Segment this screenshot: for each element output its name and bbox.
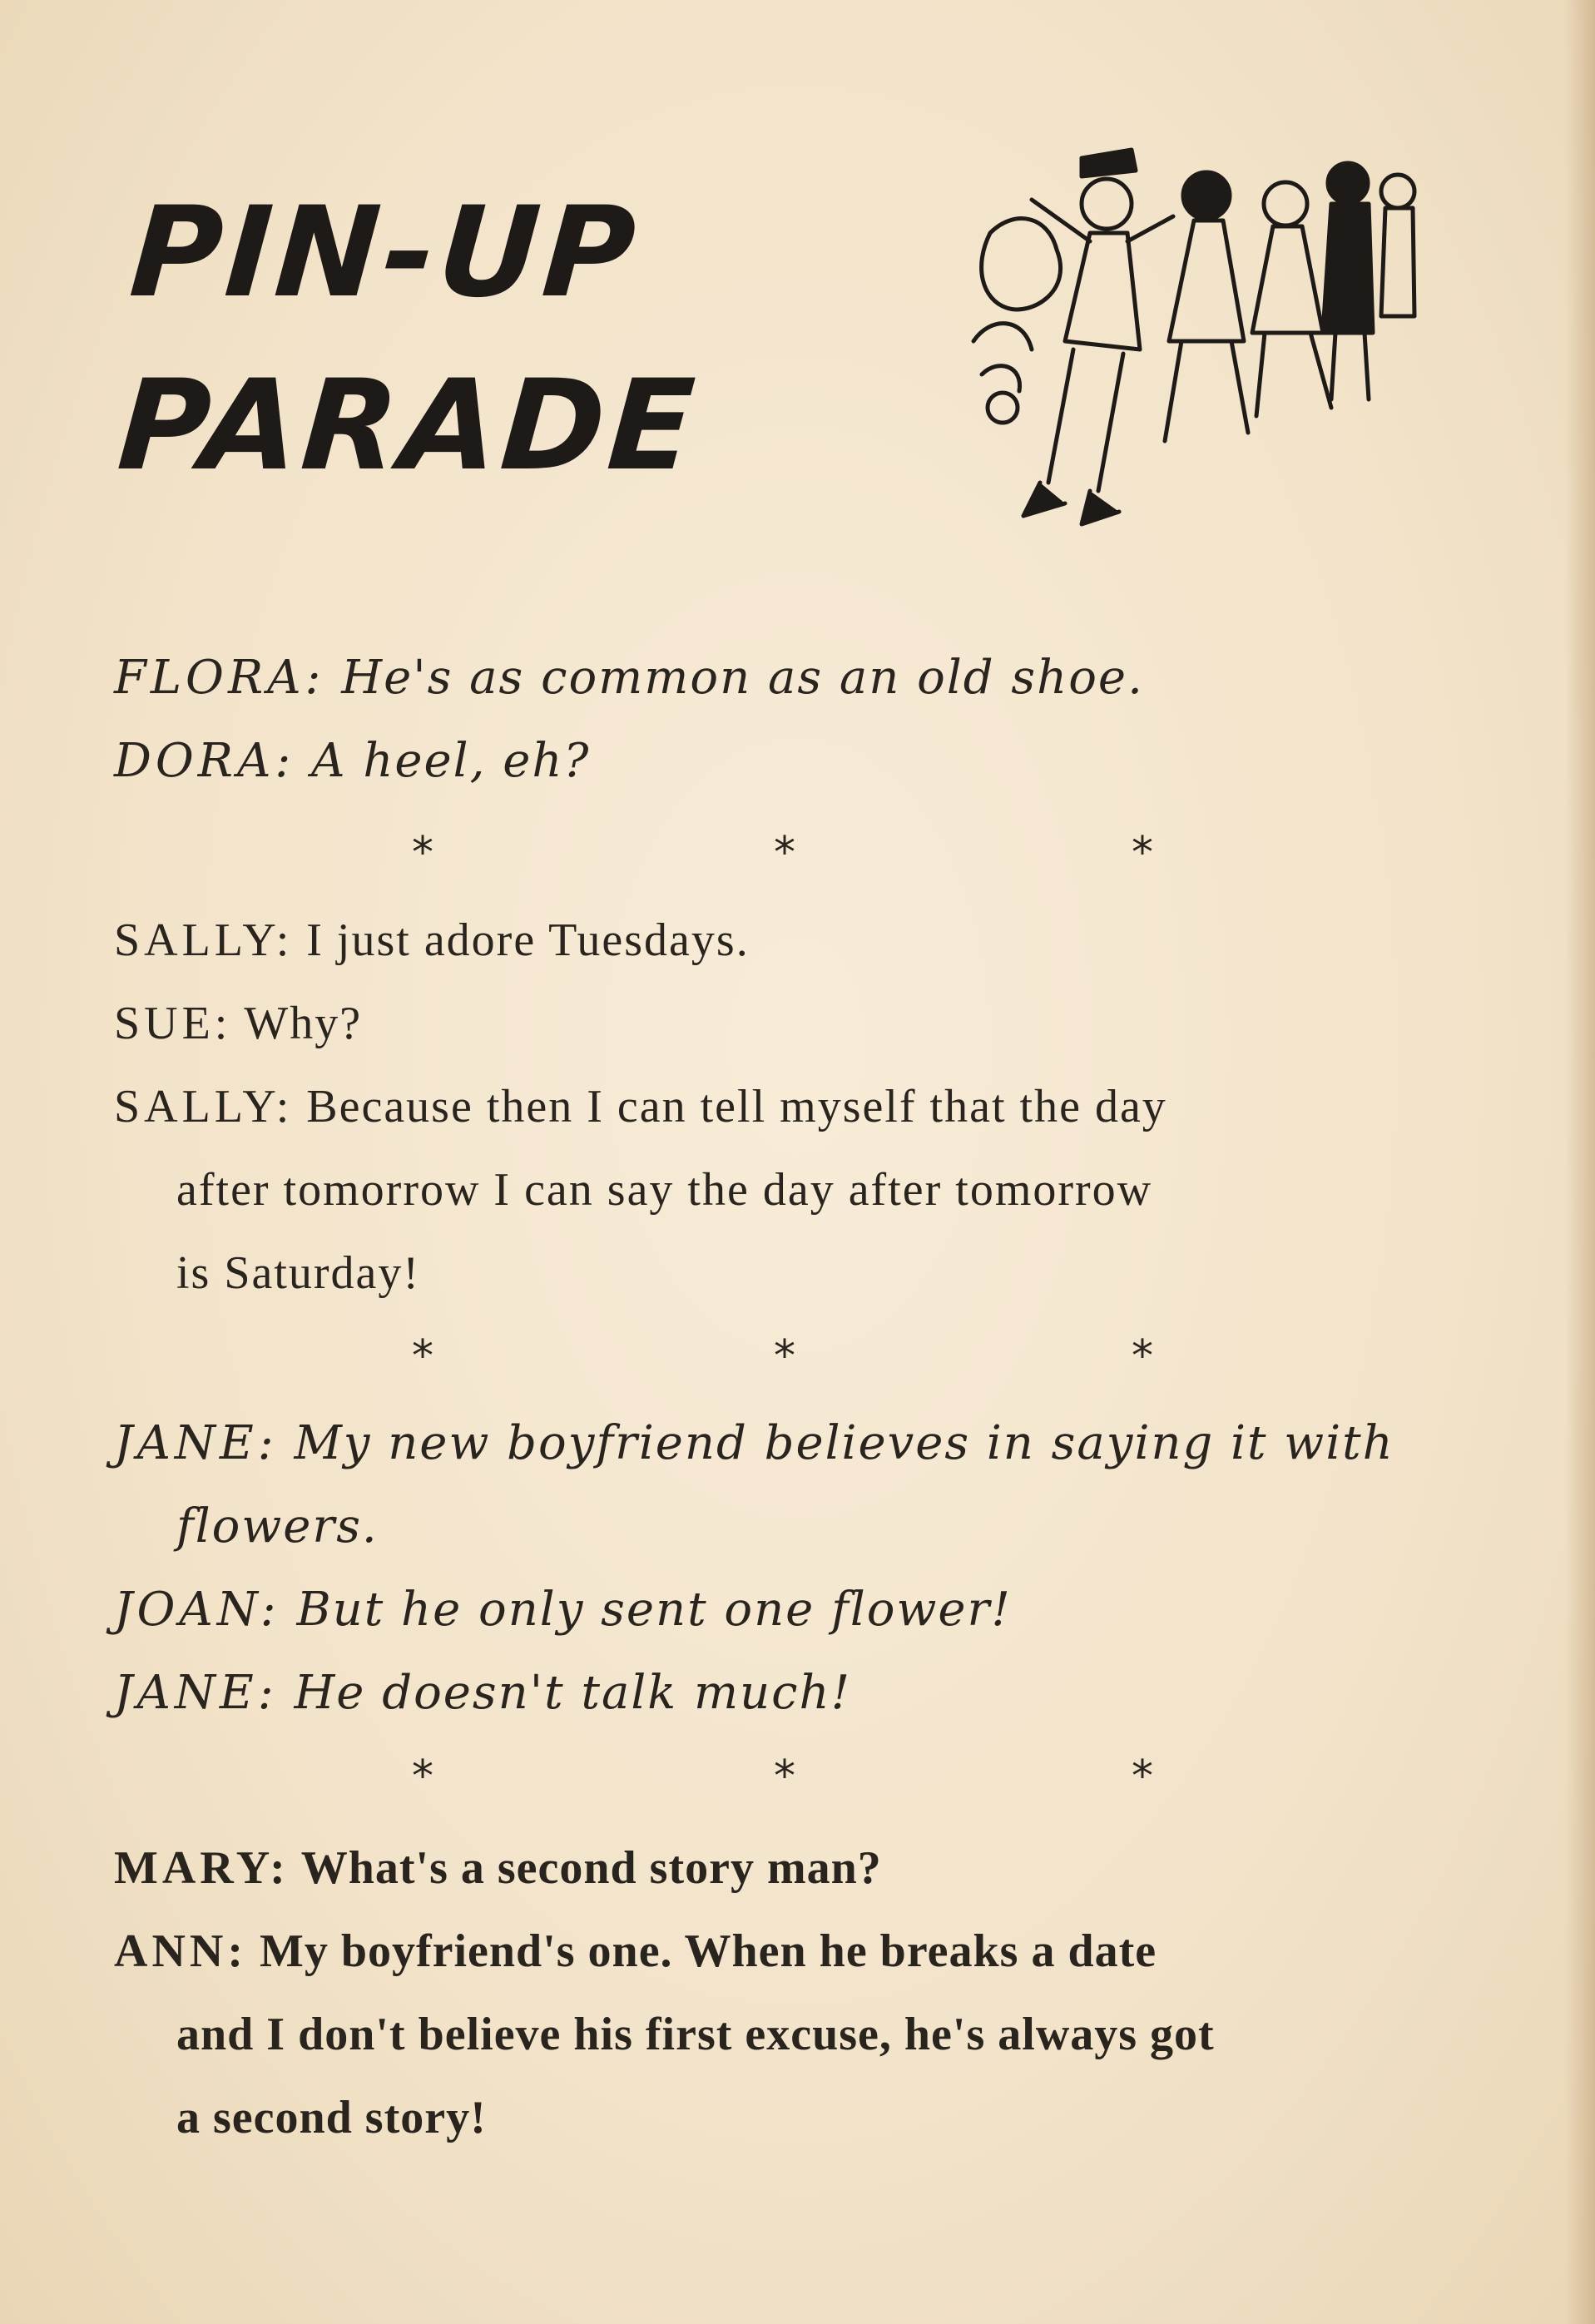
title-line-2: PARADE (113, 354, 702, 498)
speaker-name: SALLY: (114, 914, 294, 966)
separator-star: * (774, 1331, 795, 1381)
dialogue-line (114, 1231, 1479, 1315)
joke-4 (114, 1826, 1479, 2159)
speaker-name: JOAN: (114, 1583, 280, 1637)
separator-star: * (774, 828, 795, 878)
dialogue-line (114, 720, 1479, 803)
separator-star: * (1132, 828, 1153, 878)
speaker-name: MARY: (114, 1842, 290, 1894)
separator-stars (0, 811, 1595, 894)
dialogue-line (114, 1652, 1479, 1735)
separator-star: * (1132, 1752, 1153, 1801)
dialogue-line (114, 899, 1479, 982)
dialogue-text: flowers. (176, 1499, 379, 1553)
dancing-crowd-illustration (957, 125, 1423, 541)
page-title (112, 166, 715, 513)
dialogue-text: after tomorrow I can say the day after tomorrow (176, 1164, 1153, 1216)
joke-2 (114, 899, 1479, 1315)
dialogue-text: He doesn't talk much! (294, 1666, 852, 1720)
dialogue-line (114, 2076, 1479, 2159)
separator-star: * (412, 1752, 433, 1801)
joke-3 (114, 1402, 1479, 1735)
dialogue-text: a second story! (176, 2092, 487, 2143)
separator-star: * (774, 1752, 795, 1801)
dialogue-line (114, 637, 1479, 720)
speaker-name: JANE: (114, 1666, 278, 1720)
speaker-name: FLORA: (114, 651, 325, 705)
dialogue-line (114, 1402, 1479, 1485)
speaker-name: DORA: (114, 734, 295, 788)
dialogue-line (114, 1568, 1479, 1652)
dialogue-text: A heel, eh? (311, 734, 591, 788)
speaker-name: SUE: (114, 998, 232, 1049)
separator-star: * (412, 828, 433, 878)
dialogue-text: My new boyfriend believes in saying it with (294, 1416, 1394, 1470)
speaker-name: JANE: (114, 1416, 278, 1470)
dialogue-text: is Saturday! (176, 1247, 421, 1299)
page-edge-shadow (1565, 0, 1595, 2324)
dialogue-line (114, 1065, 1479, 1148)
title-line-1: PIN-UP (126, 181, 643, 325)
dialogue-text: But he only sent one flower! (296, 1583, 1012, 1637)
speaker-name: ANN: (114, 1925, 247, 1977)
dialogue-text: I just adore Tuesdays. (306, 914, 750, 966)
dialogue-line (114, 1993, 1479, 2076)
dialogue-line (114, 982, 1479, 1065)
separator-star: * (412, 1331, 433, 1381)
dialogue-text: He's as common as an old shoe. (341, 651, 1144, 705)
dialogue-text: My boyfriend's one. When he breaks a date (259, 1925, 1157, 1977)
joke-1 (114, 637, 1479, 803)
speaker-name: SALLY: (114, 1081, 294, 1132)
dialogue-text: and I don't believe his first excuse, he's always got (176, 2009, 1215, 2060)
dialogue-line (114, 1910, 1479, 1993)
dialogue-line (114, 1826, 1479, 1910)
separator-stars (0, 1735, 1595, 1818)
separator-star: * (1132, 1331, 1153, 1381)
dialogue-text: Why? (244, 998, 363, 1049)
dialogue-text: Because then I can tell myself that the day (306, 1081, 1167, 1132)
dialogue-line (114, 1485, 1479, 1568)
separator-stars (0, 1315, 1595, 1398)
dialogue-line (114, 1148, 1479, 1231)
dialogue-text: What's a second story man? (300, 1842, 882, 1894)
